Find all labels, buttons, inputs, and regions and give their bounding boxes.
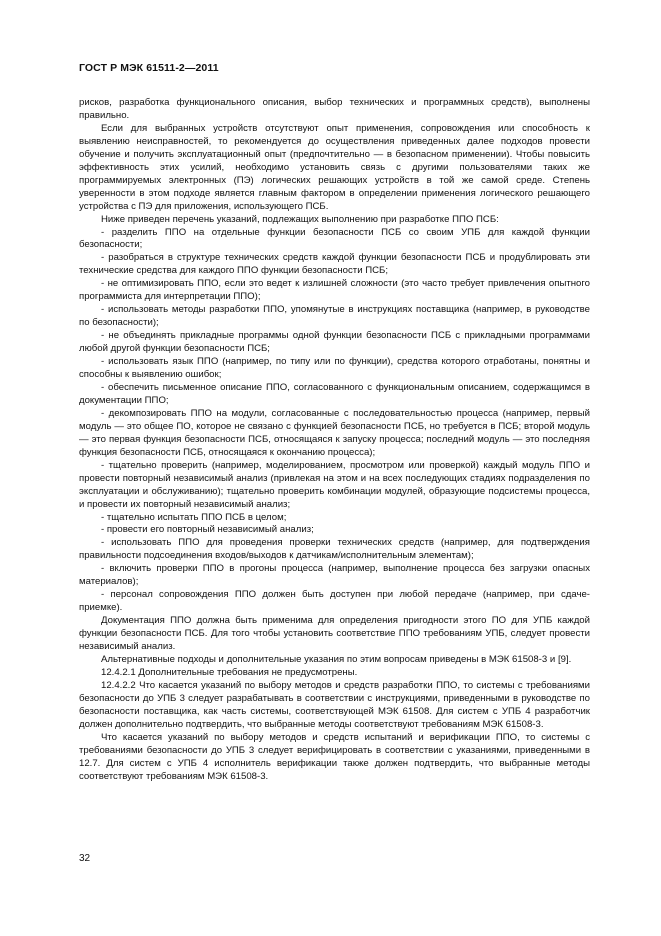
paragraph-documentation: Документация ППО должна быть применима для определения пригодности этого ПО для УПБ каждой функции безопасности ПСБ. Для того чтобы установить соответствие ППО требованиям УПБ, следует провести независимый анализ. xyxy=(79,615,590,653)
list-item: - использовать методы разработки ППО, упомянутые в инструкциях поставщика (например, в руководстве по безопасности); xyxy=(79,304,590,329)
list-item: - включить проверки ППО в прогоны процесса (например, выполнение процесса без загрузки опасных материалов); xyxy=(79,563,590,588)
clause-12-4-2-1: 12.4.2.1 Дополнительные требования не предусмотрены. xyxy=(101,666,358,678)
page-number: 32 xyxy=(79,853,91,864)
list-item: - провести его повторный независимый анализ; xyxy=(101,524,314,536)
list-item: - обеспечить письменное описание ППО, согласованного с функциональным описанием, содержащимся в документации ППО; xyxy=(79,381,590,406)
list-item: - тщательно проверить (например, моделированием, просмотром или проверкой) каждый модуль ППО и провести повторный независимый анализ (привлекая на этом и на всех последующих стадиях подразделения по эксплуатации и обслуживанию); тщательно проверить комбинации модулей, образующие подсистемы процесса, и провести их повторный независимый анализ; xyxy=(79,459,590,510)
list-item: - декомпозировать ППО на модули, согласованные с последовательностью процесса (например, первый модуль — это общее ПО, которое не связано с функцией безопасности ПСБ, но требуется в ПСБ; второй модуль — это первая функция безопасности ПСБ, относящаяся к запуску процесса; последний модуль — это последняя функция безопасности ПСБ, относящаяся к окончанию процесса); xyxy=(79,407,590,458)
paragraph-experience: Если для выбранных устройств отсутствуют опыт применения, сопровождения или способность к выявлению неисправностей, то рекомендуется до осуществления приведенных далее подходов провести обучение и получить эксплуатационный опыт (предпочтительно — в безопасном применении). Чтобы повысить эффективность этих усилий, необходимо установить связь с другими пользователями таких же программируемых электронных (ПЭ) логических решающих устройств в той же самой среде. Степень уверенности в этом подходе является главным фактором в определении применения логического решающего устройства с ПЭ для приложения, использующего ПСБ. xyxy=(79,122,590,212)
list-item: - не объединять прикладные программы одной функции безопасности ПСБ с прикладными программами любой другой функции безопасности ПСБ; xyxy=(79,330,590,355)
paragraph-continuation: рисков, разработка функционального описания, выбор технических и программных средств), выполнены правильно. xyxy=(79,97,590,121)
document-header-title: ГОСТ Р МЭК 61511-2—2011 xyxy=(79,62,219,74)
list-item: - не оптимизировать ППО, если это ведет к излишней сложности (это часто требует привлечения опытного программиста для интерпретации ППО); xyxy=(79,278,590,303)
list-item: - персонал сопровождения ППО должен быть доступен при любой передаче (например, при сдаче-приемке). xyxy=(79,589,590,614)
list-item: - использовать ППО для проведения проверки технических средств (например, для подтверждения правильности подсоединения входов/выходов к датчикам/исполнительным элементам); xyxy=(79,537,590,562)
list-item: - тщательно испытать ППО ПСБ в целом; xyxy=(101,511,287,523)
paragraph-list-intro: Ниже приведен перечень указаний, подлежащих выполнению при разработке ППО ПСБ: xyxy=(101,213,499,225)
document-body xyxy=(79,97,590,784)
list-item: - разобраться в структуре технических средств каждой функции безопасности ПСБ и продублировать эти технические средства для каждого ППО функции безопасности ПСБ; xyxy=(79,252,590,277)
list-item: - использовать язык ППО (например, по типу или по функции), средства которого отработаны, понятны и способны к выявлению ошибок; xyxy=(79,356,590,381)
paragraph-verification: Что касается указаний по выбору методов и средств испытаний и верификации ППО, то системы с требованиями безопасности до УПБ 3 следует верифицировать в соответствии с указаниями, приведенными в 12.7. Для систем с УПБ 4 исполнитель верификации также должен подтвердить, что выбранные методы соответствуют требованиям МЭК 61508-3. xyxy=(79,731,590,782)
clause-12-4-2-2: 12.4.2.2 Что касается указаний по выбору методов и средств разработки ППО, то системы с требованиями безопасности до УПБ 3 следует разрабатывать в соответствии с инструкциями, приведенными в руководстве по безопасности поставщика, как часть системы, соответствующей МЭК 61508. Для систем с УПБ 4 разработчик должен дополнительно подтвердить, что выбранные методы соответствуют требованиям МЭК 61508-3. xyxy=(79,679,590,730)
paragraph-alternatives: Альтернативные подходы и дополнительные указания по этим вопросам приведены в МЭК 61508-3 и [9]. xyxy=(101,653,572,665)
list-item: - разделить ППО на отдельные функции безопасности ПСБ со своим УПБ для каждой функции безопасности; xyxy=(79,226,590,251)
